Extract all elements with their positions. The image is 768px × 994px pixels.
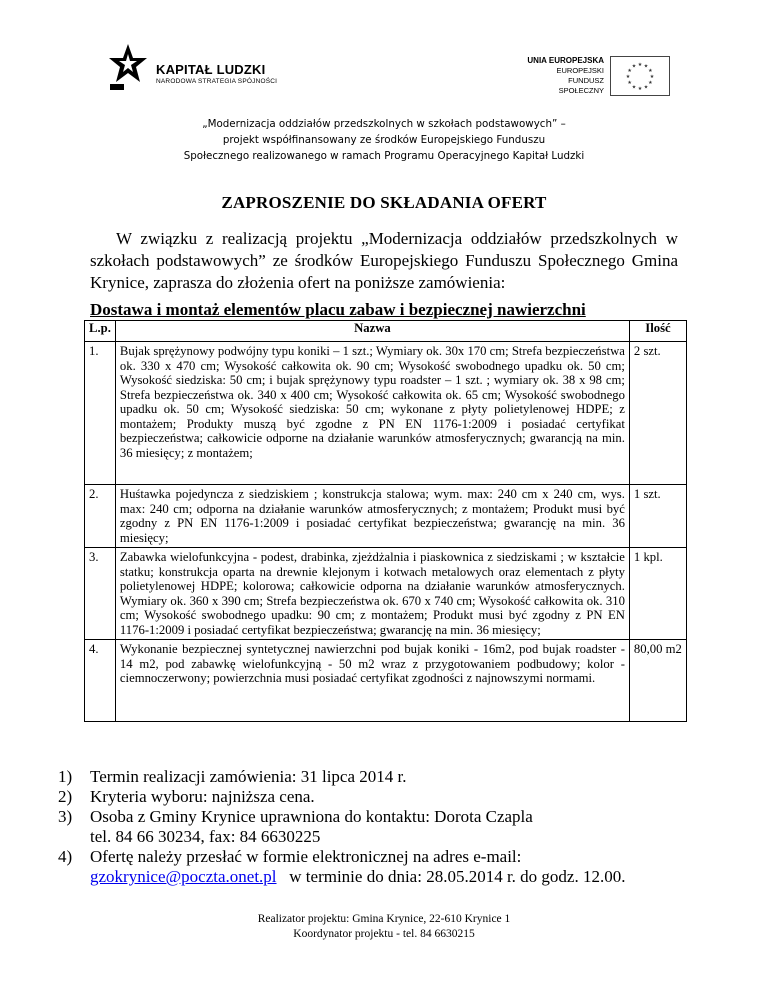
- eu-star-icon: ★: [637, 63, 643, 68]
- table-row: [85, 485, 687, 548]
- condition-criteria: Kryteria wyboru: najniższa cena.: [90, 787, 315, 806]
- project-description: [100, 116, 668, 164]
- eu-line3: FUNDUSZ SPOŁECZNY: [558, 76, 604, 95]
- row-lp: 3.: [85, 548, 116, 640]
- table-row: [85, 548, 687, 640]
- eu-star-icon: ★: [649, 75, 655, 80]
- document-title: ZAPROSZENIE DO SKŁADANIA OFERT: [221, 193, 547, 212]
- eu-star-icon: ★: [627, 69, 632, 74]
- row-qty: 1 kpl.: [629, 548, 686, 640]
- table-row: [85, 342, 687, 485]
- kapital-ludzki-logo: [108, 42, 278, 94]
- eu-star-icon: ★: [643, 85, 649, 91]
- row-qty: 2 szt.: [629, 342, 686, 485]
- submission-details: [58, 867, 698, 887]
- eu-line2: EUROPEJSKI: [556, 66, 604, 75]
- row-name: Huśtawka pojedyncza z siedziskiem ; konstrukcja stalowa; wym. max: 240 cm x 240 cm, wys. max: 240 cm; odporna na działanie warunków atmosferycznych; z montażem; Produkt musi być zgodny z PN EN 1176-1:2009 i posiadać certyfikat bezpieczeństwa; gwarancję na min. 36 miesięcy;: [115, 485, 629, 548]
- eu-star-icon: ★: [648, 81, 653, 86]
- list-number: 3): [58, 807, 73, 826]
- eu-logo: [524, 56, 670, 100]
- eu-star-icon: ★: [643, 64, 649, 70]
- list-number: 4): [58, 847, 73, 866]
- kapital-ludzki-star-icon: [108, 42, 148, 92]
- footer-line2: Koordynator projektu - tel. 84 6630215: [293, 928, 475, 940]
- conditions-list: [58, 767, 698, 887]
- header-name: Nazwa: [115, 321, 629, 342]
- eu-star-icon: ★: [631, 64, 637, 70]
- header-lp: L.p.: [85, 321, 116, 342]
- contact-phone: tel. 84 66 30234, fax: 84 6630225: [90, 827, 321, 846]
- row-name: Bujak sprężynowy podwójny typu koniki – 1 szt.; Wymiary ok. 30x 170 cm; Strefa bezpieczeństwa ok. 330 x 470 cm; Wysokość całkowita ok. 90 cm; Wysokość swobodnego upadku ok. 50 cm; Wysokość siedziska: 50 cm; i bujak sprężynowy typu roadster – 1 szt. ; wymiary ok. 38 x 98 cm; Strefa bezpieczeństwa ok. 340 x 400 cm; Wysokość całkowita ok. 65 cm; Wysokość swobodnego upadku ok. 50 cm; Wysokość siedziska: 50 cm; wykonane z płyty polietylenowej HDPE; z montażem; Produkty muszą być zgodne z PN EN 1176-1:2009 i posiadać certyfikat bezpieczeństwa; całkowicie odporne na działanie warunków atmosferycznych; gwarancją na min. 36 miesięcy; z montażem;: [115, 342, 629, 485]
- project-description-line2: projekt współfinansowany ze środków Europejskiego Funduszu: [222, 134, 546, 146]
- row-name: Wykonanie bezpiecznej syntetycznej nawierzchni pod bujak koniki - 16m2, pod bujak roadster - 14 m2, pod zabawkę wielofunkcyjną - 50 m2 wraz z przygotowaniem podbudowy; kolor -ciemnoczerwony; powierzchnia musi posiadać certyfikat zgodności z najnowszymi normami.: [115, 640, 629, 722]
- table-row: [85, 640, 687, 722]
- row-lp: 4.: [85, 640, 116, 722]
- condition-submission: Ofertę należy przesłać w formie elektronicznej na adres e-mail:: [90, 847, 522, 866]
- row-qty: 80,00 m2: [629, 640, 686, 722]
- email-link[interactable]: gzokrynice@poczta.onet.pl: [90, 867, 277, 886]
- row-lp: 1.: [85, 342, 116, 485]
- footer: [0, 912, 768, 942]
- condition-contact: Osoba z Gminy Krynice uprawniona do kontaktu: Dorota Czapla: [90, 807, 533, 826]
- list-number: 2): [58, 787, 73, 806]
- orders-table: [84, 320, 687, 722]
- condition-deadline: Termin realizacji zamówienia: 31 lipca 2014 r.: [90, 767, 407, 786]
- list-item: [58, 767, 698, 787]
- project-description-line1: „Modernizacja oddziałów przedszkolnych w szkołach podstawowych” –: [202, 118, 566, 130]
- header-qty: Ilość: [629, 321, 686, 342]
- row-name: Zabawka wielofunkcyjna - podest, drabinka, zjeżdżalnia i piaskownica z siedziskami ; w kształcie statku; konstrukcja oparta na drewnie klejonym i kotwach metalowych oraz elementach z płyty polietylenowej HDPE; kolorowa; całkowicie odporna na działanie warunków atmosferycznych. Wymiary ok. 360 x 390 cm; Strefa bezpieczeństwa ok. 670 x 740 cm; Wysokość całkowita ok. 310 cm; Wysokość swobodnego upadku: 90 cm; z montażem; Produkt musi być zgodny z PN EN 1176-1:2009 i posiadać certyfikat bezpieczeństwa; gwarancję na min. 36 miesięcy;: [115, 548, 629, 640]
- submission-deadline: w terminie do dnia: 28.05.2014 r. do godz. 12.00.: [289, 867, 626, 886]
- table-header-row: [85, 321, 687, 342]
- kapital-ludzki-title: KAPITAŁ LUDZKI: [156, 62, 266, 77]
- eu-star-icon: ★: [627, 81, 632, 86]
- eu-flag-icon: [610, 56, 670, 96]
- footer-line1: Realizator projektu: Gmina Krynice, 22-610 Krynice 1: [257, 913, 511, 925]
- intro-paragraph: W związku z realizacją projektu „Modernizacja oddziałów przedszkolnych w szkołach podstawowych” ze środków Europejskiego Funduszu Społecznego Gmina Krynice, zaprasza do złożenia ofert na poniższe zamówienia:: [90, 229, 678, 292]
- project-description-line3: Społecznego realizowanego w ramach Programu Operacyjnego Kapitał Ludzki: [183, 150, 585, 162]
- eu-star-icon: ★: [648, 69, 653, 74]
- list-item: [58, 807, 698, 827]
- eu-text: [524, 56, 604, 96]
- row-lp: 2.: [85, 485, 116, 548]
- eu-line1: UNIA EUROPEJSKA: [527, 56, 604, 65]
- eu-star-icon: ★: [637, 87, 643, 92]
- list-number: 1): [58, 767, 73, 786]
- kapital-ludzki-subtitle: NARODOWA STRATEGIA SPÓJNOŚCI: [156, 78, 278, 85]
- eu-star-icon: ★: [625, 75, 631, 80]
- eu-star-icon: ★: [631, 85, 637, 91]
- row-qty: 1 szt.: [629, 485, 686, 548]
- list-item: [58, 847, 698, 867]
- list-item: [58, 787, 698, 807]
- order-subtitle: Dostawa i montaż elementów placu zabaw i bezpiecznej nawierzchni: [90, 300, 586, 319]
